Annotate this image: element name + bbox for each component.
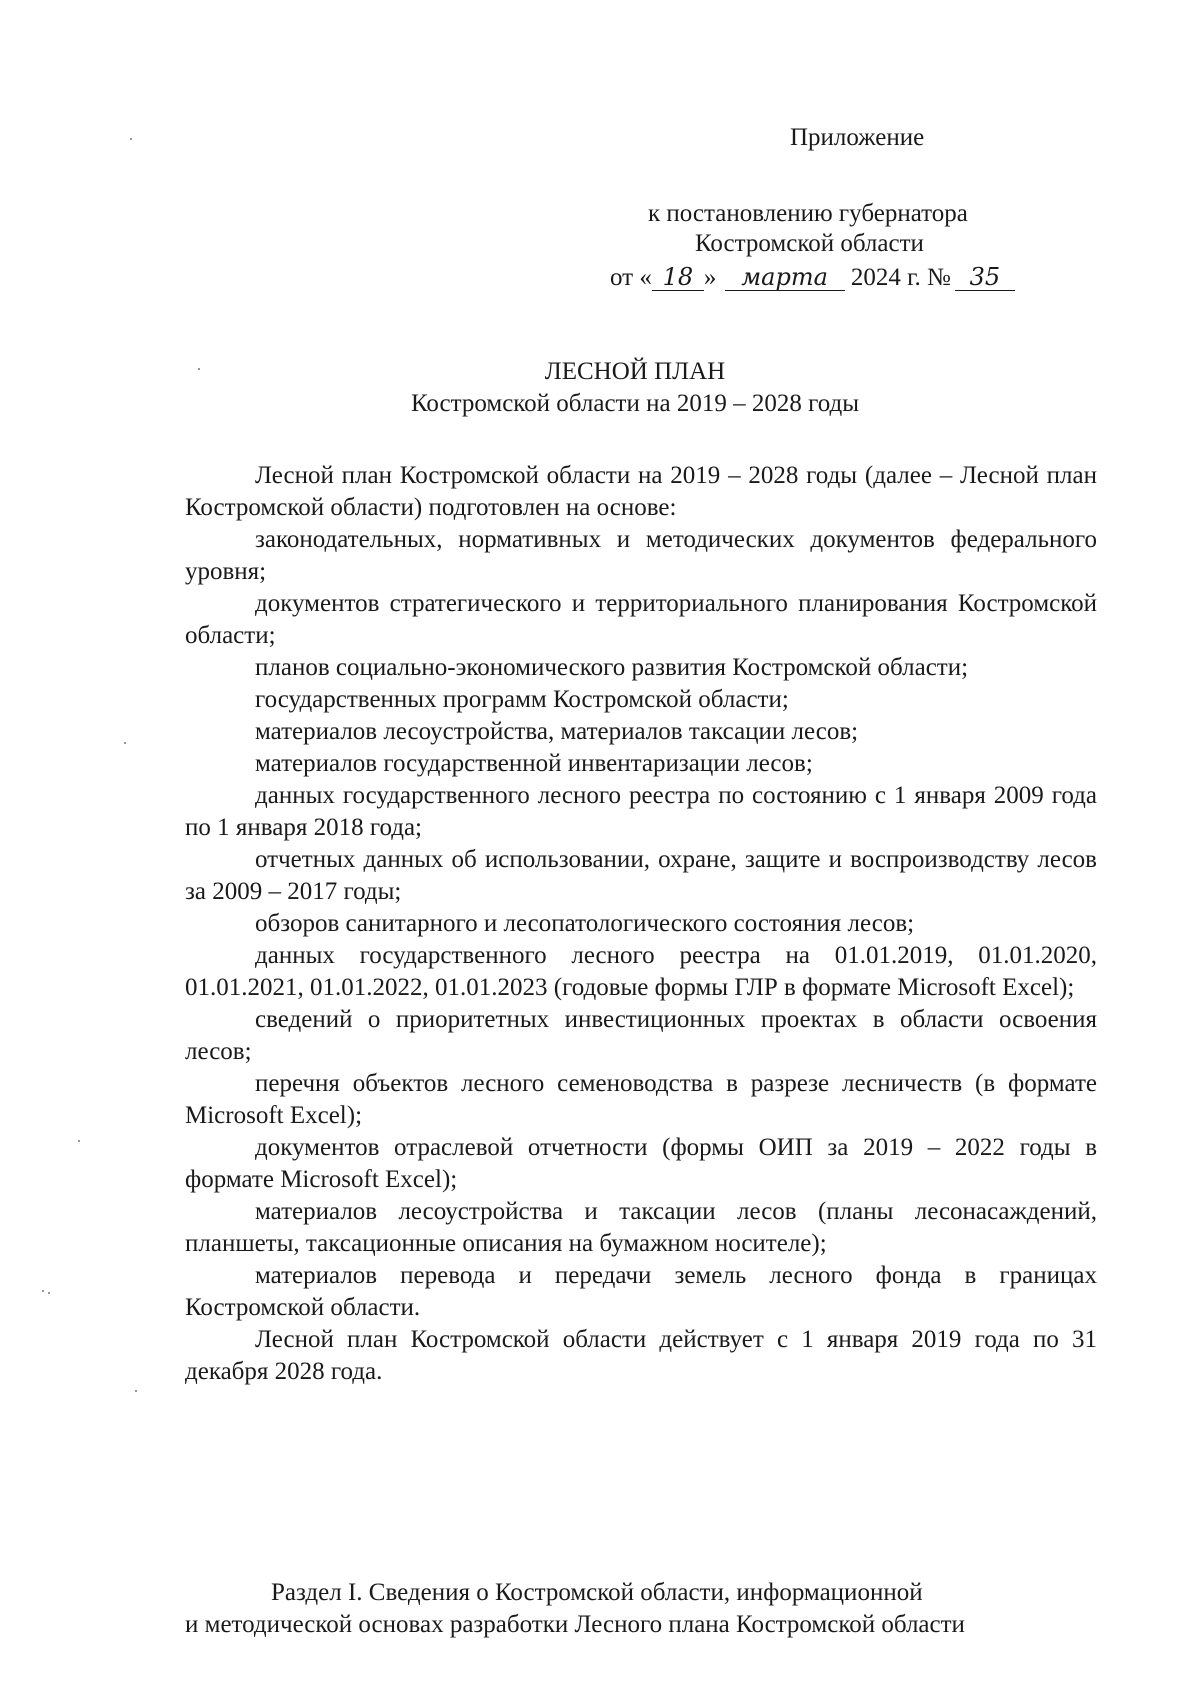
section-heading-line: и методической основах разработки Лесного плана Костромской области [185,1611,965,1638]
body-paragraph: сведений о приоритетных инвестиционных проектах в области освоения лесов; [185,1006,1097,1065]
appendix-title: Приложение [790,124,925,151]
appendix-line-resolution: к постановлению губернатора [648,200,968,227]
appendix-line-region: Костромской области [695,230,924,257]
scan-speck [135,1390,137,1392]
scan-speck [198,368,200,370]
date-mid: » [703,264,717,291]
scan-speck [42,1290,44,1292]
body-paragraph: материалов государственной инвентаризации лесов; [255,750,813,777]
body-paragraph: данных государственного лесного реестра по состоянию с 1 января 2009 года по 1 января 2018 года; [185,782,1097,841]
handwritten-month: марта [725,264,845,291]
body-paragraph: материалов перевода и передачи земель лесного фонда в границах Костромской области. [185,1262,1097,1321]
body-paragraph: законодательных, нормативных и методических документов федерального уровня; [185,526,1097,585]
body-paragraph: Лесной план Костромской области действует с 1 января 2019 года по 31 декабря 2028 года. [185,1326,1097,1385]
scan-speck [130,138,132,140]
body-paragraph: документов стратегического и территориального планирования Костромской области; [185,590,1097,649]
scan-speck [124,742,126,744]
body-paragraph: планов социально-экономического развития Костромской области; [255,654,969,681]
document-title-block [185,356,1085,420]
body-paragraph: данных государственного лесного реестра на 01.01.2019, 01.01.2020, 01.01.2021, 01.01.2022, 01.01.2023 (годовые формы ГЛР в формате Microsoft Excel); [185,942,1097,1001]
body-paragraph: государственных программ Костромской области; [255,686,789,713]
handwritten-doc-number: 35 [955,264,1015,291]
handwritten-day: 18 [652,264,704,291]
document-subtitle: Костромской области на 2019 – 2028 годы [410,390,860,417]
body-paragraph: материалов лесоустройства и таксации лесов (планы лесонасаждений, планшеты, таксационные описания на бумажном носителе); [185,1198,1097,1257]
document-title: ЛЕСНОЙ ПЛАН [544,358,726,385]
scan-speck [78,1140,80,1142]
scan-speck [48,1292,50,1294]
body-paragraph: Лесной план Костромской области на 2019 – 2028 годы (далее – Лесной план Костромской области) подготовлен на основе: [185,462,1097,521]
body-paragraph: документов отраслевой отчетности (формы ОИП за 2019 – 2022 годы в формате Microsoft Excel); [185,1134,1097,1193]
section-heading [185,1577,1097,1641]
body-paragraph: отчетных данных об использовании, охране, защите и воспроизводству лесов за 2009 – 2017 годы; [185,846,1097,905]
document-body [185,460,1097,1388]
body-paragraph: обзоров санитарного и лесопатологического состояния лесов; [255,910,915,937]
section-heading-line: Раздел I. Сведения о Костромской области, информационной [271,1579,923,1606]
date-year: 2024 г. № [850,264,951,291]
body-paragraph: перечня объектов лесного семеноводства в разрезе лесничеств (в формате Microsoft Excel); [185,1070,1097,1129]
body-paragraph: материалов лесоустройства, материалов таксации лесов; [255,718,859,745]
date-prefix: от « [610,264,652,291]
appendix-date-line [610,262,1015,294]
